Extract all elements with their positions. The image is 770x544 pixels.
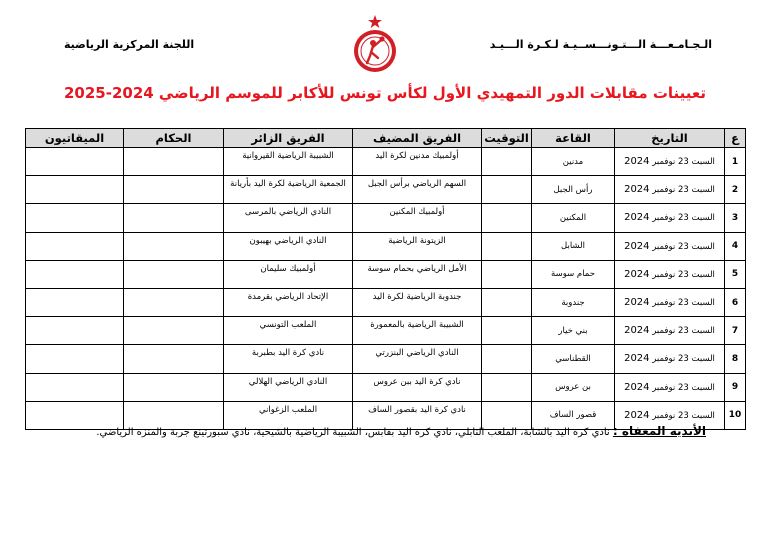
row-date <box>615 373 725 401</box>
row-num: 7 <box>725 317 746 345</box>
row-date-year: 2024 <box>624 353 650 365</box>
row-date-year: 2024 <box>624 297 650 309</box>
row-num: 6 <box>725 288 746 316</box>
table-row <box>26 148 746 176</box>
row-away-team: النادي الرياضي بالمرسى <box>224 204 353 232</box>
table-row <box>26 176 746 204</box>
row-num: 5 <box>725 260 746 288</box>
row-time <box>482 232 532 260</box>
row-referees <box>124 204 224 232</box>
row-num: 3 <box>725 204 746 232</box>
row-date <box>615 288 725 316</box>
row-date-day: السبت 23 نوفمبر <box>652 241 715 252</box>
row-date <box>615 148 725 176</box>
row-num: 1 <box>725 148 746 176</box>
row-date <box>615 260 725 288</box>
table-row <box>26 204 746 232</box>
row-hall: بن عروس <box>532 373 615 401</box>
row-timekeepers <box>26 148 124 176</box>
col-header-home: الفريق المضيف <box>353 129 482 148</box>
table-row <box>26 232 746 260</box>
row-num: 10 <box>725 401 746 429</box>
row-date-year: 2024 <box>624 240 650 252</box>
row-home-team: أولمبيك المكنين <box>353 204 482 232</box>
row-home-team: جندوبة الرياضية لكرة اليد <box>353 288 482 316</box>
col-header-date: التاريخ <box>615 129 725 148</box>
row-referees <box>124 260 224 288</box>
schedule-table <box>25 128 746 430</box>
row-referees <box>124 232 224 260</box>
row-date-day: السبت 23 نوفمبر <box>652 185 715 196</box>
table-row <box>26 317 746 345</box>
row-date-day: السبت 23 نوفمبر <box>652 382 715 393</box>
row-hall: مدنين <box>532 148 615 176</box>
row-time <box>482 260 532 288</box>
row-referees <box>124 317 224 345</box>
exempt-label: الأندية المعفاة : <box>612 424 706 438</box>
row-hall: رأس الجبل <box>532 176 615 204</box>
row-away-team: النادي الرياضي الهلالي <box>224 373 353 401</box>
row-referees <box>124 373 224 401</box>
federation-name: الـجـامـعـــة الـــتـونـــســيـة لـكـرة الـــيـد <box>489 38 712 51</box>
row-timekeepers <box>26 232 124 260</box>
row-home-team: الشبيبة الرياضية بالمعمورة <box>353 317 482 345</box>
row-hall: المكنين <box>532 204 615 232</box>
row-time <box>482 345 532 373</box>
col-header-away: الفريق الزائر <box>224 129 353 148</box>
table-row <box>26 288 746 316</box>
row-num: 4 <box>725 232 746 260</box>
row-timekeepers <box>26 345 124 373</box>
row-away-team: الشبيبة الرياضية القيروانية <box>224 148 353 176</box>
col-header-num: ع <box>725 129 746 148</box>
row-home-team: أولمبيك مدنين لكرة اليد <box>353 148 482 176</box>
row-date-year: 2024 <box>624 184 650 196</box>
row-home-team: الأمل الرياضي بحمام سوسة <box>353 260 482 288</box>
row-away-team: النادي الرياضي بهيبون <box>224 232 353 260</box>
row-date-year: 2024 <box>624 325 650 337</box>
row-timekeepers <box>26 176 124 204</box>
row-timekeepers <box>26 288 124 316</box>
row-date-day: السبت 23 نوفمبر <box>652 157 715 168</box>
row-home-team: النادي الرياضي البنزرتي <box>353 345 482 373</box>
row-time <box>482 148 532 176</box>
row-date <box>615 345 725 373</box>
row-num: 9 <box>725 373 746 401</box>
table-row <box>26 373 746 401</box>
row-date <box>615 204 725 232</box>
committee-name: اللجنة المركزية الرياضية <box>64 38 195 51</box>
row-date-year: 2024 <box>624 212 650 224</box>
row-date-day: السبت 23 نوفمبر <box>652 298 715 309</box>
table-row <box>26 345 746 373</box>
exempt-text: نادي كرة اليد بالشابة، الملعب النابلي، نادي كرة اليد بقابس، الشبيبة الرياضية بالشيحية، نادي سبورتينغ جربة والمنزه الرياضي. <box>96 427 613 438</box>
row-date-day: السبت 23 نوفمبر <box>652 326 715 337</box>
row-date-year: 2024 <box>624 268 650 280</box>
row-date <box>615 317 725 345</box>
row-date-day: السبت 23 نوفمبر <box>652 354 715 365</box>
col-header-timekeepers: الميقاتيون <box>26 129 124 148</box>
row-timekeepers <box>26 204 124 232</box>
row-time <box>482 317 532 345</box>
row-hall: جندوبة <box>532 288 615 316</box>
row-hall: قصور الساف <box>532 401 615 429</box>
row-time <box>482 288 532 316</box>
row-referees <box>124 148 224 176</box>
row-away-team: الجمعية الرياضية لكرة اليد بأريانة <box>224 176 353 204</box>
row-referees <box>124 288 224 316</box>
row-away-team: نادي كرة اليد بطبربة <box>224 345 353 373</box>
row-date-year: 2024 <box>624 381 650 393</box>
row-num: 8 <box>725 345 746 373</box>
row-hall: الشابل <box>532 232 615 260</box>
row-away-team: الملعب التونسي <box>224 317 353 345</box>
row-timekeepers <box>26 260 124 288</box>
row-date-day: السبت 23 نوفمبر <box>652 410 715 421</box>
row-date <box>615 232 725 260</box>
row-hall: بني خيار <box>532 317 615 345</box>
row-time <box>482 204 532 232</box>
row-home-team: السهم الرياضي برأس الجبل <box>353 176 482 204</box>
row-timekeepers <box>26 317 124 345</box>
row-num: 2 <box>725 176 746 204</box>
col-header-time: التوقيت <box>482 129 532 148</box>
row-timekeepers <box>26 373 124 401</box>
row-date-day: السبت 23 نوفمبر <box>652 269 715 280</box>
table-row <box>26 260 746 288</box>
row-date-day: السبت 23 نوفمبر <box>652 213 715 224</box>
row-home-team: الزيتونة الرياضية <box>353 232 482 260</box>
row-home-team: نادي كرة اليد ببن عروس <box>353 373 482 401</box>
row-home-team: نادي كرة اليد بقصور الساف <box>353 401 482 429</box>
federation-logo-icon <box>348 14 402 74</box>
row-hall: القطناسي <box>532 345 615 373</box>
row-referees <box>124 176 224 204</box>
row-date-year: 2024 <box>624 409 650 421</box>
row-hall: حمام سوسة <box>532 260 615 288</box>
row-away-team: الإتحاد الرياضي بقرمدة <box>224 288 353 316</box>
col-header-referees: الحكام <box>124 129 224 148</box>
row-time <box>482 373 532 401</box>
row-date-year: 2024 <box>624 156 650 168</box>
row-time <box>482 176 532 204</box>
row-away-team: الملعب الزغواني <box>224 401 353 429</box>
row-referees <box>124 345 224 373</box>
col-header-hall: القاعة <box>532 129 615 148</box>
table-header-row <box>26 129 746 148</box>
page-title: تعيينات مقابلات الدور التمهيدي الأول لكأس تونس للأكابر للموسم الرياضي 2024-2025 <box>63 84 707 102</box>
row-away-team: أولمبيك سليمان <box>224 260 353 288</box>
row-date <box>615 176 725 204</box>
exempt-clubs <box>96 424 706 438</box>
